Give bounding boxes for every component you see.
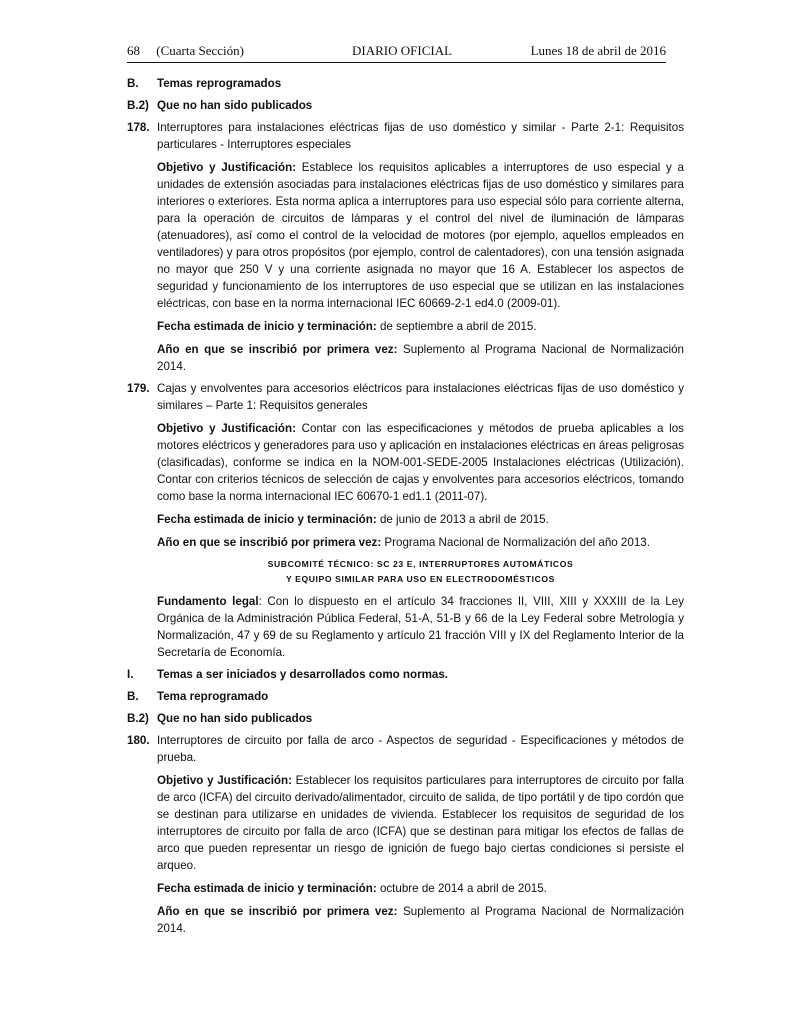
item-180-title bbox=[127, 732, 684, 766]
subsection-number: B.2) bbox=[127, 99, 149, 112]
objective-label: Objetivo y Justificación: bbox=[157, 422, 296, 435]
item-number: 178. bbox=[127, 121, 150, 134]
item-number: 180. bbox=[127, 734, 150, 747]
item-178-year bbox=[127, 341, 684, 375]
item-180-objective bbox=[127, 772, 684, 874]
committee-line-2: Y EQUIPO SIMILAR PARA USO EN ELECTRODOMÉSTICOS bbox=[285, 574, 556, 584]
subsection-heading bbox=[127, 97, 684, 114]
section-heading bbox=[127, 666, 684, 683]
item-178-title bbox=[127, 119, 684, 153]
section-title: Tema reprogramado bbox=[157, 690, 269, 703]
subsection-title: Que no han sido publicados bbox=[157, 99, 313, 112]
year-label: Año en que se inscribió por primera vez: bbox=[157, 536, 382, 549]
page-header bbox=[127, 43, 666, 61]
item-179-objective bbox=[127, 420, 684, 505]
date-text: de septiembre a abril de 2015. bbox=[376, 320, 537, 333]
page-body bbox=[127, 75, 684, 937]
item-title: Interruptores de circuito por falla de arco - Aspectos de seguridad - Especificaciones y métodos de prueba. bbox=[157, 734, 684, 764]
committee-heading bbox=[127, 557, 684, 587]
item-178-date bbox=[127, 318, 684, 335]
objective-label: Objetivo y Justificación: bbox=[157, 774, 292, 787]
date-label: Fecha estimada de inicio y terminación: bbox=[157, 513, 377, 526]
header-page-section: 68 (Cuarta Sección) bbox=[127, 43, 244, 58]
section-number: I. bbox=[127, 668, 134, 681]
date-text: de junio de 2013 a abril de 2015. bbox=[376, 513, 549, 526]
legal-basis bbox=[127, 593, 684, 661]
year-label: Año en que se inscribió por primera vez: bbox=[157, 343, 398, 356]
objective-text: Contar con las especificaciones y métodos de prueba aplicables a los motores eléctricos y generadores para uso y aplicación en instalaciones eléctricas en áreas peligrosas (clasificadas), conforme se indica en la NOM-001-SEDE-2005 Instalaciones eléctricas (Utilización). Contar con criterios técnicos de selección de cajas y envolventes para accesorios eléctricos, tomando como base la norma internacional IEC 60670-1 ed1.1 (2011-07). bbox=[157, 422, 684, 503]
item-180-date bbox=[127, 880, 684, 897]
section-title: Temas reprogramados bbox=[157, 77, 282, 90]
item-179-title bbox=[127, 380, 684, 414]
date-label: Fecha estimada de inicio y terminación: bbox=[157, 320, 377, 333]
subsection-heading bbox=[127, 710, 684, 727]
item-number: 179. bbox=[127, 382, 150, 395]
item-title: Cajas y envolventes para accesorios eléctricos para instalaciones eléctricas fijas de uso doméstico y similares – Parte 1: Requisitos generales bbox=[157, 382, 684, 412]
item-180-year bbox=[127, 903, 684, 937]
header-rule bbox=[127, 62, 666, 63]
objective-text: Establece los requisitos aplicables a interruptores de uso especial y a unidades de extensión asociadas para instalaciones eléctricas fijas de uso doméstico y similares para interiores o exteriores. Esta norma aplica a interruptores para uso especial sólo para corriente alterna, para la operación de circuitos de lámparas y el control del nivel de iluminación de lámparas (atenuadores), así como el control de la velocidad de motores (por ejemplo, aquellos empleados en ventiladores) y para otros propósitos (por ejemplo, control de calentadores), con una tensión asignada no mayor que 250 V y una corriente asignada no mayor que 16 A. Establecer los aspectos de seguridad y funcionamiento de los interruptores de uso especial que se utilizan en las instalaciones eléctricas, con base en la norma internacional IEC 60669-2-1 ed4.0 (2009-01). bbox=[157, 161, 684, 310]
legal-text: : Con lo dispuesto en el artículo 34 fracciones II, VIII, XIII y XXXIII de la Ley Orgánica de la Administración Pública Federal, 51-A, 51-B y 66 de la Ley Federal sobre Metrología y Normalización, 47 y 69 de su Reglamento y artículo 21 fracción VIII y IX del Reglamento Interior de la Secretaría de Economía. bbox=[157, 595, 685, 659]
item-179-date bbox=[127, 511, 684, 528]
year-label: Año en que se inscribió por primera vez: bbox=[157, 905, 398, 918]
item-178-objective bbox=[127, 159, 684, 312]
date-label: Fecha estimada de inicio y terminación: bbox=[157, 882, 377, 895]
section-title: Temas a ser iniciados y desarrollados como normas. bbox=[157, 668, 449, 681]
item-title: Interruptores para instalaciones eléctricas fijas de uso doméstico y similar - Parte 2-1: Requisitos particulares - Interruptores especiales bbox=[157, 121, 684, 151]
section-number: B. bbox=[127, 690, 139, 703]
legal-label: Fundamento legal bbox=[157, 595, 259, 608]
committee-line-1: SUBCOMITÉ TÉCNICO: SC 23 E, INTERRUPTORES AUTOMÁTICOS bbox=[267, 559, 574, 569]
year-text: Suplemento al Programa Nacional de Normalización 2014. bbox=[157, 905, 684, 935]
year-text: Programa Nacional de Normalización del año 2013. bbox=[381, 536, 650, 549]
header-date: Lunes 18 de abril de 2016 bbox=[530, 43, 666, 58]
objective-label: Objetivo y Justificación: bbox=[157, 161, 297, 174]
date-text: octubre de 2014 a abril de 2015. bbox=[376, 882, 547, 895]
item-179-year bbox=[127, 534, 684, 551]
section-heading bbox=[127, 688, 684, 705]
header-publication: DIARIO OFICIAL bbox=[352, 43, 453, 58]
subsection-number: B.2) bbox=[127, 712, 149, 725]
objective-text: Establecer los requisitos particulares para interruptores de circuito por falla de arco (ICFA) del circuito derivado/alimentador, circuito de salida, de tipo portátil y de tipo cordón que se destinan para utilizarse en unidades de vivienda. Establecer los requisitos de seguridad de los interruptores de circuito por falla de arco (ICFA) que se destinan para mitigar los efectos de fallas de arco que pueden representar un riesgo de ignición de fuego bajo ciertas condiciones si persiste el arqueo. bbox=[157, 774, 684, 872]
section-heading bbox=[127, 75, 684, 92]
subsection-title: Que no han sido publicados bbox=[157, 712, 313, 725]
section-number: B. bbox=[127, 77, 139, 90]
year-text: Suplemento al Programa Nacional de Normalización 2014. bbox=[157, 343, 684, 373]
